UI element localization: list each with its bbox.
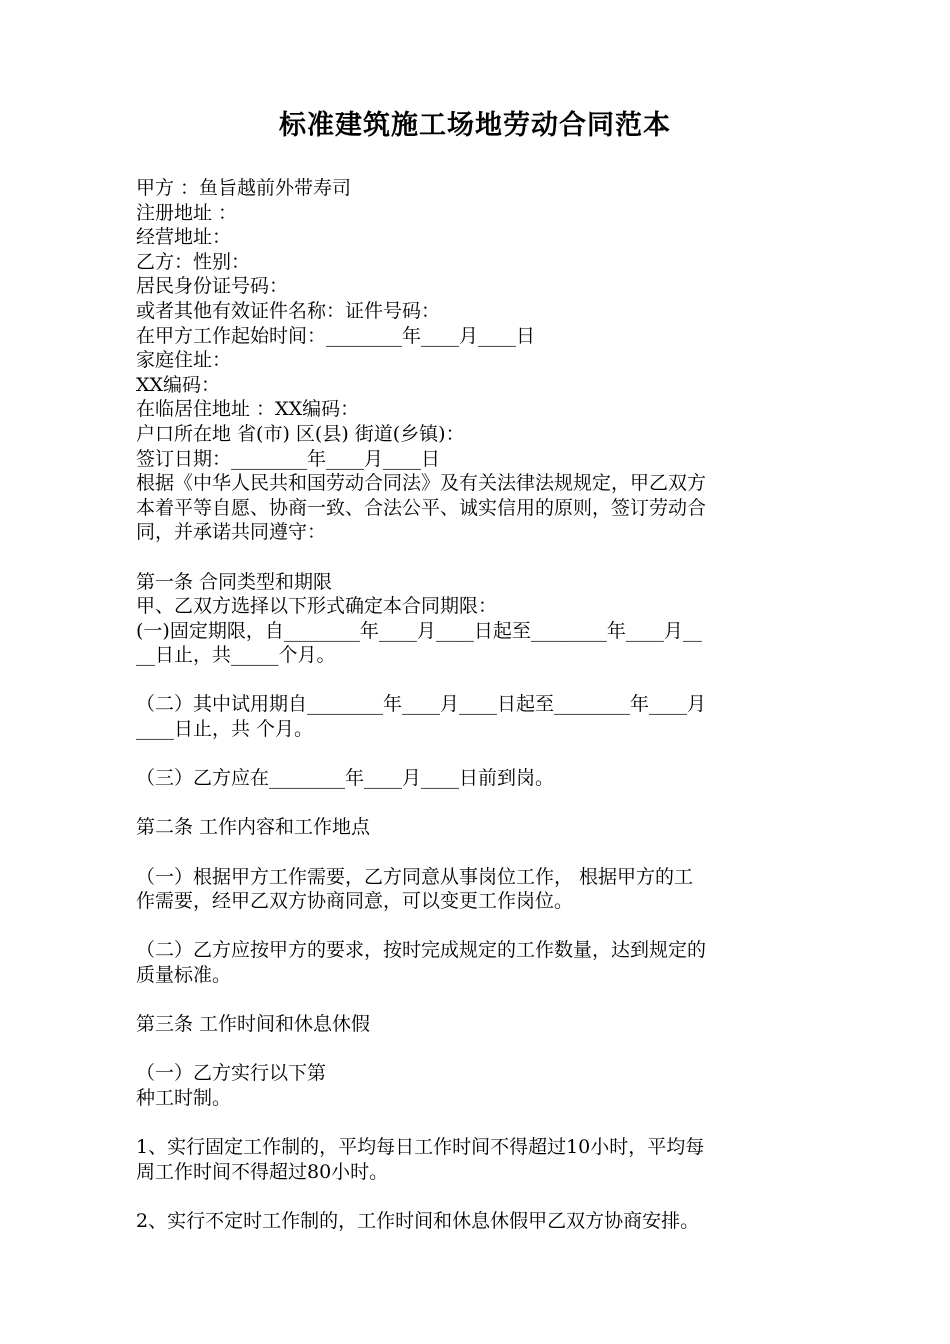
blank-line <box>136 742 826 767</box>
article-1-intro: 甲、乙双方选择以下形式确定本合同期限： <box>136 595 498 618</box>
article-3-clause-1-line-1: 1、实行固定工作制的，平均每日工作时间不得超过10小时，平均每 <box>136 1136 705 1159</box>
article-1-item-3: （三）乙方应在________年____月____日前到岗。 <box>136 767 555 790</box>
article-3-item-1-line-2: 种工时制。 <box>136 1086 232 1109</box>
article-3-clause-1-line-2: 周工作时间不得超过80小时。 <box>136 1160 389 1183</box>
article-2-item-1-line-1: （一）根据甲方工作需要，乙方同意从事岗位工作， 根据甲方的工 <box>136 865 694 888</box>
id-number-line: 居民身份证号码： <box>136 275 289 298</box>
blank-line <box>136 791 826 816</box>
document-body <box>136 176 826 1234</box>
registered-address-line: 注册地址 ： <box>136 201 238 224</box>
article-2-heading: 第二条 工作内容和工作地点 <box>136 816 371 839</box>
signing-date-line: 签订日期：________年____月____日 <box>136 447 441 470</box>
article-2-item-2-line-2: 质量标准。 <box>136 964 232 986</box>
article-2-item-2-line-1: （二）乙方应按甲方的要求，按时完成规定的工作数量，达到规定的 <box>136 939 707 962</box>
article-1-item-2-line-2: ____日止，共 个月。 <box>136 718 314 741</box>
blank-line <box>136 840 826 865</box>
party-b-line: 乙方：性别： <box>136 250 251 273</box>
business-address-line: 经营地址： <box>136 226 232 249</box>
article-1-heading: 第一条 合同类型和期限 <box>136 570 333 593</box>
article-2-item-1-line-2: 作需要，经甲乙双方协商同意，可以变更工作岗位。 <box>136 890 574 913</box>
article-3-item-1-line-1: （一）乙方实行以下第 <box>136 1062 327 1085</box>
temp-address-line: 在临居住地址 ：XX编码： <box>136 398 360 421</box>
blank-line <box>136 1184 826 1209</box>
preamble-line-1: 根据《中华人民共和国劳动合同法》及有关法律法规规定，甲乙双方 <box>136 472 707 495</box>
blank-line <box>136 914 826 939</box>
party-a-line: 甲方 ：鱼旨越前外带寿司 <box>136 177 352 199</box>
article-3-heading: 第三条 工作时间和休息休假 <box>136 1013 371 1036</box>
article-3-clause-2: 2、实行不定时工作制的，工作时间和休息休假甲乙双方协商安排。 <box>136 1209 700 1232</box>
document-title: 标准建筑施工场地劳动合同范本 <box>279 110 671 141</box>
other-id-line: 或者其他有效证件名称：证件号码： <box>136 299 441 322</box>
home-address-line: 家庭住址： <box>136 349 232 372</box>
blank-line <box>136 988 826 1013</box>
start-date-line: 在甲方工作起始时间：________年____月____日 <box>136 324 536 347</box>
article-1-item-1-line-1: (一)固定期限，自________年____月____日起至________年____月__ <box>136 619 702 642</box>
article-1-item-1-line-2: __日止，共_____个月。 <box>136 644 336 667</box>
household-registration-line: 户口所在地 省(市) 区(县) 街道(乡镇)： <box>136 422 465 445</box>
blank-line <box>136 668 826 693</box>
blank-line <box>136 545 826 570</box>
preamble-line-2: 本着平等自愿、协商一致、合法公平、诚实信用的原则，签订劳动合 <box>136 496 707 519</box>
article-1-item-2-line-1: （二）其中试用期自________年____月____日起至________年____月 <box>136 693 707 716</box>
blank-line <box>136 1037 826 1062</box>
preamble-line-3: 同，并承诺共同遵守： <box>136 521 327 544</box>
blank-line <box>136 1111 826 1136</box>
postal-code-line: XX编码： <box>136 373 221 396</box>
